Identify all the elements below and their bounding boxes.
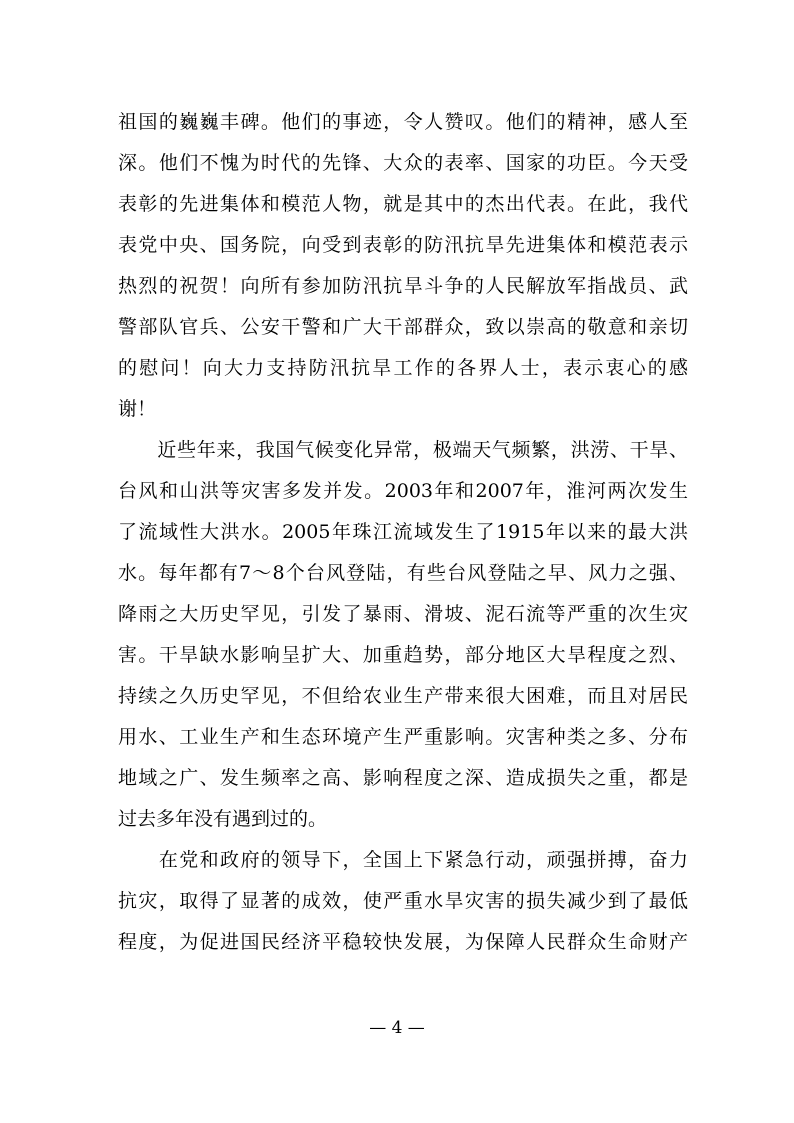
text-line: 程度，为促进国民经济平稳较快发展，为保障人民群众生命财产: [118, 931, 688, 953]
text-line: 近些年来，我国气候变化异常，极端天气频繁，洪涝、干旱、: [118, 439, 688, 461]
text-line: 用水、工业生产和生态环境产生严重影响。灾害种类之多、分布: [118, 726, 688, 748]
body-text: [118, 102, 688, 963]
text-line: 深。他们不愧为时代的先锋、大众的表率、国家的功臣。今天受: [118, 152, 688, 174]
text-line: 过去多年没有遇到过的。: [118, 808, 328, 830]
text-line: 降雨之大历史罕见，引发了暴雨、滑坡、泥石流等严重的次生灾: [118, 603, 688, 625]
text-line: 持续之久历史罕见，不但给农业生产带来很大困难，而且对居民: [118, 685, 688, 707]
text-line: 表彰的先进集体和模范人物，就是其中的杰出代表。在此，我代: [118, 193, 688, 215]
text-line: 抗灾，取得了显著的成效，使严重水旱灾害的损失减少到了最低: [118, 890, 688, 912]
page-number: — 4 —: [369, 1018, 425, 1038]
text-line: 的慰问！向大力支持防汛抗旱工作的各界人士，表示衷心的感: [118, 357, 688, 379]
text-line: 谢！: [118, 398, 157, 420]
text-line: 害。干旱缺水影响呈扩大、加重趋势，部分地区大旱程度之烈、: [118, 644, 688, 666]
text-line: 在党和政府的领导下，全国上下紧急行动，顽强拼搏，奋力: [118, 849, 688, 871]
text-line: 表党中央、国务院，向受到表彰的防汛抗旱先进集体和模范表示: [118, 234, 688, 256]
text-line: 了流域性大洪水。2005年珠江流域发生了1915年以来的最大洪: [118, 521, 688, 543]
text-line: 水。每年都有7～8个台风登陆，有些台风登陆之早、风力之强、: [118, 562, 688, 584]
text-line: 警部队官兵、公安干警和广大干部群众，致以崇高的敬意和亲切: [118, 316, 688, 338]
text-line: 祖国的巍巍丰碑。他们的事迹，令人赞叹。他们的精神，感人至: [118, 111, 688, 133]
text-line: 台风和山洪等灾害多发并发。2003年和2007年，淮河两次发生: [118, 480, 688, 502]
text-line: 地域之广、发生频率之高、影响程度之深、造成损失之重，都是: [118, 767, 688, 789]
text-line: 热烈的祝贺！向所有参加防汛抗旱斗争的人民解放军指战员、武: [118, 275, 688, 297]
